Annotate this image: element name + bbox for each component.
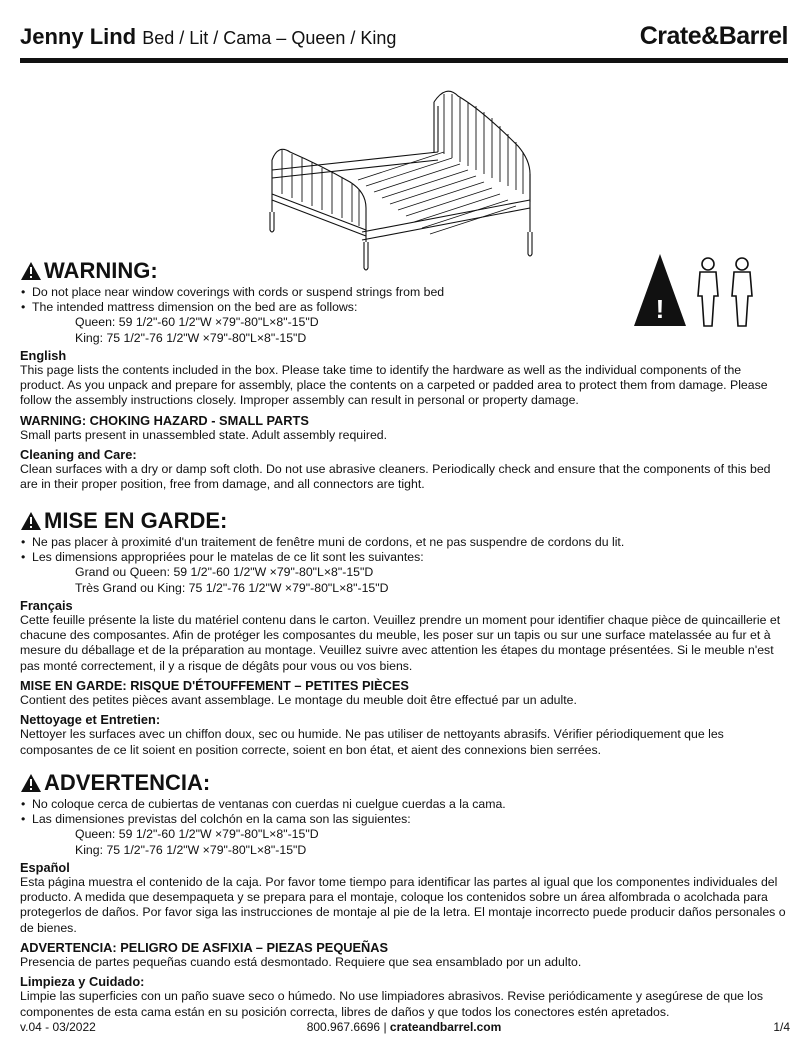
care-text: Nettoyer les surfaces avec un chiffon doux, sec ou humide. Ne pas utiliser de nettoyants abrasifs. Vérifier périodiquement que les composantes de ce lit soient en position correcte, soient en bon état, et aient des connexions bien serrées.	[20, 727, 724, 757]
care-heading: Limpieza y Cuidado:	[20, 974, 145, 990]
warning-triangle-icon	[20, 261, 42, 281]
choking-text: Small parts present in unassembled state. Adult assembly required.	[20, 427, 388, 442]
intro-paragraph: Cette feuille présente la liste du matériel contenu dans le carton. Veuillez prendre un moment pour identifier chaque pièce de quincaillerie et chacune des composantes. Afin de protéger les composantes du meuble, les poser sur un tapis ou sur une surface matelassée au fur et à mesure du déballage et de la préparation au montage. Veuillez suivre avec attention les étapes du montage présentées. Si le meuble n'est pas monté correctement, il y a risque de dégâts pour vous ou vos biens.	[20, 613, 781, 673]
svg-text:!: !	[655, 294, 665, 324]
mattress-king: King: 75 1/2"-76 1/2"W ×79"-80"L×8"-15"D	[75, 330, 307, 345]
warning-heading	[20, 770, 788, 796]
mattress-king: King: 75 1/2"-76 1/2"W ×79"-80"L×8"-15"D	[75, 842, 307, 857]
list-item: • No coloque cerca de cubiertas de ventanas con cuerdas ni cuelgue cuerdas a la cama.	[20, 797, 788, 812]
mattress-king: Très Grand ou King: 75 1/2"-76 1/2"W ×79"-80"L×8"-15"D	[75, 580, 389, 595]
care-text: Clean surfaces with a dry or damp soft cloth. Do not use abrasive cleaners. Periodically check and ensure that the components of this bed are in their proper position, free from damage, and all connectors are tight.	[20, 462, 771, 492]
bed-illustration	[262, 82, 548, 276]
mattress-queen: Queen: 59 1/2"-60 1/2"W ×79"-80"L×8"-15"D	[75, 315, 319, 330]
product-name: Jenny Lind	[20, 24, 137, 49]
warning-triangle-icon	[20, 511, 42, 531]
intro-paragraph: Esta página muestra el contenido de la caja. Por favor tome tiempo para identificar las partes al igual que los componentes individuales del producto. A medida que desempaqueta y se prepara para el montaje, coloque los contenidos sobre un área alfombrada o acolchada para protegerlos de daños. Por favor siga las instrucciones de montaje al pie de la letra. El montaje incorrecto puede producir daños personales o de bienes.	[20, 875, 786, 935]
language-label: English	[20, 347, 67, 363]
warning-triangle-icon	[20, 773, 42, 793]
language-label: Español	[20, 859, 70, 875]
version-label: v.04 - 03/2022	[20, 1020, 96, 1034]
phone-number: 800.967.6696	[306, 1020, 381, 1034]
section-english	[20, 258, 788, 493]
warning-heading	[20, 508, 788, 534]
brand-logo: Crate&Barrel	[639, 22, 788, 50]
separator: |	[383, 1020, 387, 1034]
header-rule	[20, 58, 788, 63]
warning-title: MISE EN GARDE:	[44, 508, 228, 533]
list-item: • The intended mattress dimension on the bed are as follows:	[20, 300, 788, 315]
choking-heading: MISE EN GARDE: RISQUE D'ÉTOUFFEMENT – PETITES PIÈCES	[20, 677, 409, 693]
list-item: • Ne pas placer à proximité d'un traitement de fenêtre muni de cordons, et ne pas suspendre de cordons du lit.	[20, 535, 788, 550]
section-french	[20, 508, 788, 758]
list-item: • Les dimensions appropriées pour le matelas de ce lit sont les suivantes:	[20, 550, 788, 565]
warning-title: ADVERTENCIA:	[44, 770, 211, 795]
product-subtitle: Bed / Lit / Cama – Queen / King	[142, 28, 397, 48]
care-heading: Nettoyage et Entretien:	[20, 712, 161, 728]
warning-heading	[20, 258, 788, 284]
care-heading: Cleaning and Care:	[20, 447, 137, 463]
intro-paragraph: This page lists the contents included in the box. Please take time to identify the hardware as well as the individual components of the product. As you unpack and prepare for assembly, place the contents on a carpeted or padded area to protect them from damage. Please follow the assembly instructions closely. Improper assembly can result in personal or property damage.	[20, 363, 768, 408]
contact-info	[0, 1020, 808, 1034]
warning-list	[20, 797, 788, 827]
choking-heading: ADVERTENCIA: PELIGRO DE ASFIXIA – PIEZAS PEQUEÑAS	[20, 939, 389, 955]
choking-text: Contient des petites pièces avant assemblage. Le montage du meuble doit être effectué par un adulte.	[20, 693, 577, 708]
choking-text: Presencia de partes pequeñas cuando está desmontado. Requiere que sea ensamblado por un adulto.	[20, 955, 582, 970]
choking-heading: WARNING: CHOKING HAZARD - SMALL PARTS	[20, 412, 309, 428]
care-text: Limpie las superficies con un paño suave seco o húmedo. No use limpiadores abrasivos. Revise periódicamente y asegúrese de que los componentes de esta cama están en su posición correcta, libres de daños y que todos los conectores estén apretados.	[20, 989, 764, 1019]
section-spanish	[20, 770, 788, 1020]
page-title	[20, 24, 396, 50]
warning-list	[20, 535, 788, 565]
list-item: • Do not place near window coverings with cords or suspend strings from bed	[20, 285, 788, 300]
language-label: Français	[20, 597, 73, 613]
warning-title: WARNING:	[44, 258, 158, 283]
page-number: 1/4	[773, 1020, 790, 1034]
website-link[interactable]: crateandbarrel.com	[389, 1020, 502, 1034]
warning-list	[20, 285, 788, 315]
list-item: • Las dimensiones previstas del colchón en la cama son las siguientes:	[20, 812, 788, 827]
mattress-queen: Queen: 59 1/2"-60 1/2"W ×79"-80"L×8"-15"D	[75, 827, 319, 842]
mattress-queen: Grand ou Queen: 59 1/2"-60 1/2"W ×79"-80"L×8"-15"D	[75, 565, 374, 580]
